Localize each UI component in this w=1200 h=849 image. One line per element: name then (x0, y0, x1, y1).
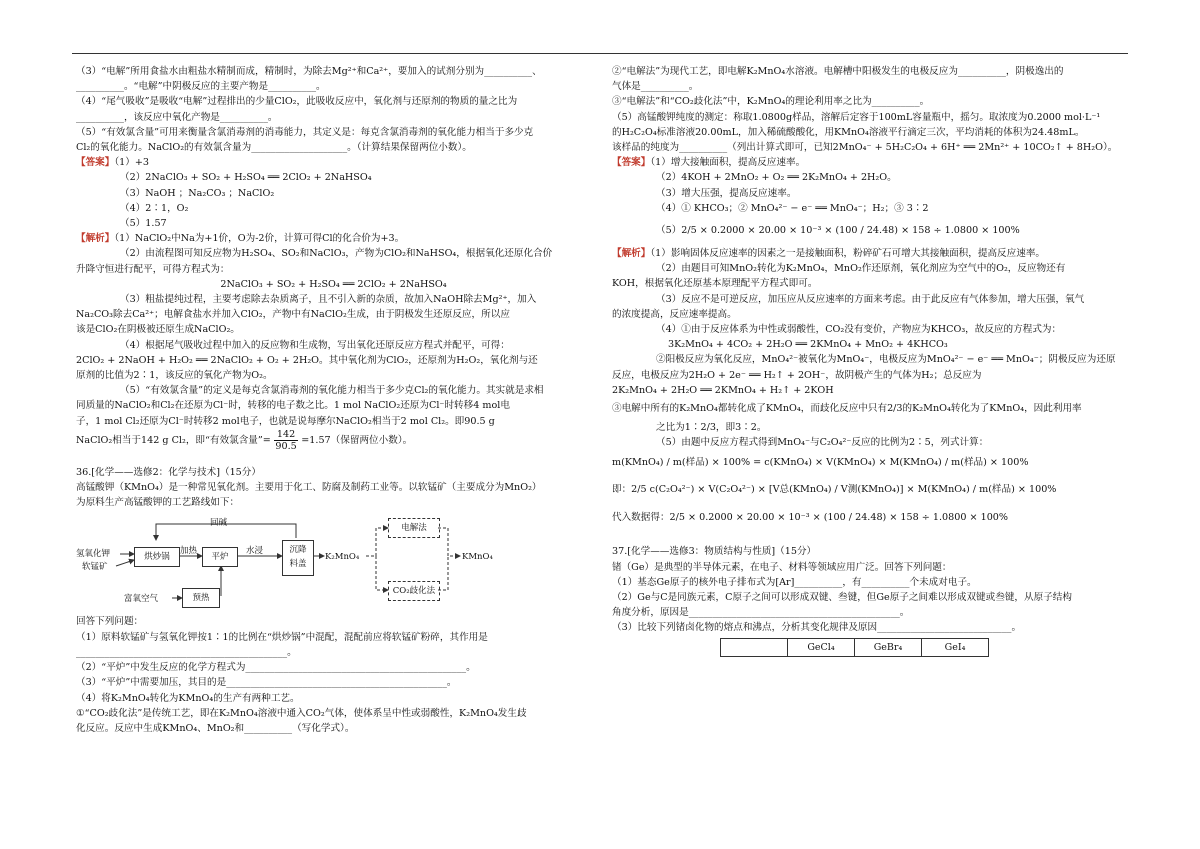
roasting-pot-box: 烘炒锅 (134, 547, 180, 567)
explanation-5a: （5）“有效氯含量”的定义是每克含氯消毒剂的氧化能力相当于多少克Cl₂的氧化能力。其实就是求相 (120, 385, 544, 397)
q36-4-1a: ①“CO₂歧化法”是传统工艺，即在K₂MnO₄溶液中通入CO₂气体，使体系呈中性或弱酸性，K₂MnO₄发生歧 (76, 707, 527, 719)
q36-1b: ____________________________________________。 (76, 646, 297, 658)
answer-5: （5）1.57 (120, 218, 167, 230)
answer-36-5: （5）2/5 × 0.2000 × 20.00 × 10⁻³ × (100 / 24.48) × 158 ÷ 1.0800 × 100% (656, 225, 1020, 237)
electrolysis-method-box: 电解法 (388, 518, 440, 538)
answer-36-2: （2）4KOH + 2MnO₂ + O₂ ══ 2K₂MnO₄ + 2H₂O。 (656, 172, 897, 184)
furnace-box: 平炉 (202, 547, 238, 567)
q36-5b: 的H₂C₂O₄标准溶液20.00mL，加入稀硫酸酸化，用KMnO₄溶液平行滴定三次，平均消耗的体积为24.48mL。 (612, 126, 1085, 138)
germanium-halides-table (720, 638, 989, 657)
answer-2: （2）2NaClO₃ + SO₂ + H₂SO₄ ══ 2ClO₂ + 2NaHSO₄ (120, 172, 372, 184)
left-column (76, 64, 591, 736)
k2mno4-label: K₂MnO₄ (325, 552, 360, 563)
explanation-36-4b: 3K₂MnO₄ + 4CO₂ + 2H₂O ══ 2KMnO₄ + MnO₂ + 4KHCO₃ (668, 339, 948, 351)
effective-chlorine-fraction: $\frac{142}{90.5}$ (275, 428, 297, 452)
q36-ask: 回答下列问题： (76, 616, 144, 628)
answer-4: （4）2∶1，O₂ (120, 202, 189, 214)
explanation-tag: 【解析】 (612, 248, 651, 260)
q36-intro-2: 为原料生产高锰酸钾的工艺路线如下： (76, 497, 240, 509)
answer-tag: 【答案】 (612, 157, 651, 169)
q36-4: （4）将K₂MnO₄转化为KMnO₄的生产有两种工艺。 (76, 692, 300, 704)
explanation-4c: 原剂的比值为2∶1，该反应的氧化产物为O₂。 (76, 370, 273, 382)
table-header-cell (721, 638, 788, 656)
q36-4-2a: ②“电解法”为现代工艺，即电解K₂MnO₄水溶液。电解槽中阳极发生的电极反应为__________，阴极逸出的 (612, 66, 1064, 77)
co2-disproportionation-box: CO₂歧化法 (388, 581, 440, 601)
q36-intro-1: 高锰酸钾（KMnO₄）是一种常见氧化剂。主要用于化工、防腐及制药工业等。以软锰矿（主要成分为MnO₂） (76, 482, 542, 494)
explanation-36-4e: 2K₂MnO₄ + 2H₂O ══ 2KMnO₄ + H₂↑ + 2KOH (612, 384, 834, 396)
q36-4-2b: 气体是__________。 (612, 81, 699, 93)
q4-line-2: __________，该反应中氧化产物是__________。 (76, 111, 278, 123)
q5-line-2: Cl₂的氧化能力。NaClO₂的有效氯含量为____________________。（计算结果保留两位小数）。 (76, 142, 472, 154)
table-header-cell: GeBr₄ (855, 638, 922, 656)
explanation-36-2b: KOH，根据氧化还原基本原理配平方程式即可。 (612, 278, 818, 290)
explanation-tag: 【解析】 (76, 233, 115, 245)
answer-3: （3）NaOH ；Na₂CO₃ ；NaClO₂ (120, 187, 275, 199)
answer-36-4: （4）① KHCO₃；② MnO₄²⁻ − e⁻ ══ MnO₄⁻；H₂；③ 3∶2 (656, 202, 929, 214)
explanation-36-4d: 反应，电极反应为2H₂O + 2e⁻ ══ H₂↑ + 2OH⁻，故阴极产生的气体为H₂；总反应为 (612, 369, 982, 381)
explanation-5d: NaClO₂相当于142 g Cl₂，即“有效氯含量”= $\frac{142}{90.5}$ =1.57（保留两位小数）。 (76, 428, 413, 452)
header-rule (72, 53, 1128, 54)
ore-label: 软锰矿 (82, 562, 108, 573)
explanation-5b: 同质量的NaClO₂和Cl₂在还原为Cl⁻时，转移的电子数之比。1 mol NaClO₂还原为Cl⁻时转移4 mol电 (76, 400, 510, 412)
q37-intro: 锗（Ge）是典型的半导体元素，在电子、材料等领域应用广泛。回答下列问题： (612, 561, 952, 573)
explanation-3b: Na₂CO₃除去Ca²⁺；电解食盐水并加入ClO₂，产物中有NaClO₂生成，由于阴极发生还原反应，所以应 (76, 309, 510, 321)
q37-2a: （2）Ge与C是同族元素，C原子之间可以形成双键、叁键，但Ge原子之间难以形成双键或叁键，从原子结构 (612, 592, 1072, 604)
explanation-36-5d: 代入数据得：2/5 × 0.2000 × 20.00 × 10⁻³ × (100 / 24.48) × 158 ÷ 1.0800 × 100% (612, 512, 1009, 524)
explanation-36-4c: ②阳极反应为氧化反应，MnO₄²⁻被氧化为MnO₄⁻，电极反应为MnO₄²⁻ − e⁻ ══ MnO₄⁻；阴极反应为还原 (656, 354, 1116, 366)
explanation-36-4g: 之比为1∶2/3，即3∶2。 (656, 422, 767, 434)
explanation-4a: （4）根据尾气吸收过程中加入的反应物和生成物，写出氧化还原反应方程式并配平，可得： (120, 339, 510, 351)
answer-36-3: （3）增大压强，提高反应速率。 (656, 187, 797, 199)
answer-tag: 【答案】 (76, 157, 115, 169)
explanation-36-5c: 即：2/5 c(C₂O₄²⁻) × V(C₂O₄²⁻) × [V总(KMnO₄) / V测(KMnO₄)] × M(KMnO₄) / m(样品) × 100% (612, 484, 1057, 496)
q37-3: （3）比较下列锗卤化物的熔点和沸点，分析其变化规律及原因____________________________。 (612, 622, 1022, 634)
explanation-36-5b: m(KMnO₄) / m(样品) × 100% = c(KMnO₄) × V(KMnO₄) × M(KMnO₄) / m(样品) × 100% (612, 457, 1029, 469)
process-flow-diagram (76, 514, 591, 610)
koh-label: 氢氧化钾 (76, 549, 111, 560)
table-header-cell: GeI₄ (922, 638, 989, 656)
q3-line-2: __________。“电解”中阴极反应的主要产物是__________。 (76, 81, 326, 93)
explanation-36-2a: （2）由题目可知MnO₂转化为K₂MnO₄，MnO₂作还原剂，氧化剂应为空气中的O₂，反应物还有 (656, 263, 1066, 275)
explanation-2b: 升降守恒进行配平，可得方程式为： (76, 263, 230, 275)
answer-1: 【答案】（1）+3 (76, 157, 150, 169)
kmno4-label: KMnO₄ (462, 552, 493, 563)
explanation-3a: （3）粗盐提纯过程，主要考虑除去杂质离子，且不引入新的杂质，故加入NaOH除去Mg²⁺，加入 (120, 294, 537, 306)
explanation-2a: （2）由流程图可知反应物为H₂SO₄、SO₂和NaClO₃，产物为ClO₂和NaHSO₄，根据氧化还原化合价 (120, 248, 553, 260)
oxygen-air-label: 富氧空气 (124, 594, 159, 605)
table-header-cell: GeCl₄ (788, 638, 855, 656)
explanation-5c: 子，1 mol Cl₂还原为Cl⁻时转移2 mol电子，也就是说每摩尔NaClO₂相当于2 mol Cl₂。即90.5 g (76, 415, 495, 427)
q37-2b: 角度分析，原因是____________________________________________。 (612, 607, 910, 619)
q5-line-1: （5）“有效氯含量”可用来衡量含氯消毒剂的消毒能力，其定义是：每克含氯消毒剂的氧化能力相当于多少克 (76, 126, 534, 138)
water-leach-label: 水浸 (246, 546, 264, 557)
explanation-1: 【解析】（1）NaClO₂中Na为+1价，O为-2价，计算可得Cl的化合价为+3。 (76, 233, 405, 245)
explanation-36-1: 【解析】（1）影响固体反应速率的因素之一是接触面积，粉碎矿石可增大其接触面积，提高反应速率。 (612, 248, 1046, 260)
q37-1: （1）基态Ge原子的核外电子排布式为[Ar]__________，有__________个未成对电子。 (612, 576, 977, 588)
q36-2: （2）“平炉”中发生反应的化学方程式为______________________________________________。 (76, 662, 476, 674)
q36-4-1b: 化反应。反应中生成KMnO₄、MnO₂和__________（写化学式）。 (76, 722, 355, 734)
q36-1a: （1）原料软锰矿与氢氧化钾按1∶1的比例在“烘炒锅”中混配，混配前应将软锰矿粉碎，其作用是 (76, 631, 488, 643)
q36-5c: 该样品的纯度为__________（列出计算式即可，已知2MnO₄⁻ + 5H₂C₂O₄ + 6H⁺ ══ 2Mn²⁺ + 10CO₂↑ + 8H₂O）。 (612, 142, 1118, 154)
explanation-36-4f: ③电解中所有的K₂MnO₄都转化成了KMnO₄，而歧化反应中只有2/3的K₂MnO₄转化为了KMnO₄，因此利用率 (612, 403, 1082, 415)
q37-title: 37.[化学——选修3：物质结构与性质]（15分） (612, 546, 817, 558)
q36-title: 36.[化学——选修2：化学与技术]（15分） (76, 466, 261, 478)
explanation-36-5a: （5）由题中反应方程式得到MnO₄⁻与C₂O₄²⁻反应的比例为2∶5，列式计算： (656, 437, 989, 449)
q4-line-1: （4）“尾气吸收”是吸收“电解”过程排出的少量ClO₂，此吸收反应中，氧化剂与还原剂的物质的量之比为 (76, 96, 518, 108)
q36-4-3: ③“电解法”和“CO₂歧化法”中，K₂MnO₄的理论利用率之比为__________。 (612, 96, 930, 108)
q3-line-1: （3）“电解”所用食盐水由粗盐水精制而成，精制时，为除去Mg²⁺和Ca²⁺，要加入的试剂分别为__________、 (76, 66, 542, 77)
explanation-36-4a: （4）①由于反应体系为中性或弱酸性，CO₂没有变价，产物应为KHCO₃，故反应的方程式为： (656, 324, 1062, 336)
q36-5a: （5）高锰酸钾纯度的测定：称取1.0800g样品，溶解后定容于100mL容量瓶中，摇匀。取浓度为0.2000 mol·L⁻¹ (612, 111, 1101, 123)
explanation-3c: 该是ClO₂在阴极被还原生成NaClO₂。 (76, 324, 240, 336)
settling-box: 沉降 料盖 (282, 540, 314, 576)
q36-3: （3）“平炉”中需要加压，其目的是______________________________________________。 (76, 677, 457, 689)
explanation-36-3b: 的浓度提高，反应速率提高。 (612, 308, 737, 320)
explanation-4b: 2ClO₂ + 2NaOH + H₂O₂ ══ 2NaClO₂ + O₂ + 2H₂O。其中氧化剂为ClO₂，还原剂为H₂O₂，氧化剂与还 (76, 354, 538, 366)
explanation-36-3a: （3）反应不是可逆反应，加压应从反应速率的方面来考虑。由于此反应有气体参加，增大压强，氧气 (656, 293, 1085, 305)
answer-36-1: 【答案】（1）增大接触面积，提高反应速率。 (612, 157, 806, 169)
table-row (721, 638, 989, 656)
right-column (612, 64, 1130, 657)
preheat-box: 预热 (182, 588, 220, 608)
heat-label: 加热 (180, 546, 198, 557)
recycle-label: 回碱 (210, 518, 228, 529)
explanation-2-equation: 2NaClO₃ + SO₂ + H₂SO₄ ══ 2ClO₂ + 2NaHSO₄ (220, 278, 447, 290)
